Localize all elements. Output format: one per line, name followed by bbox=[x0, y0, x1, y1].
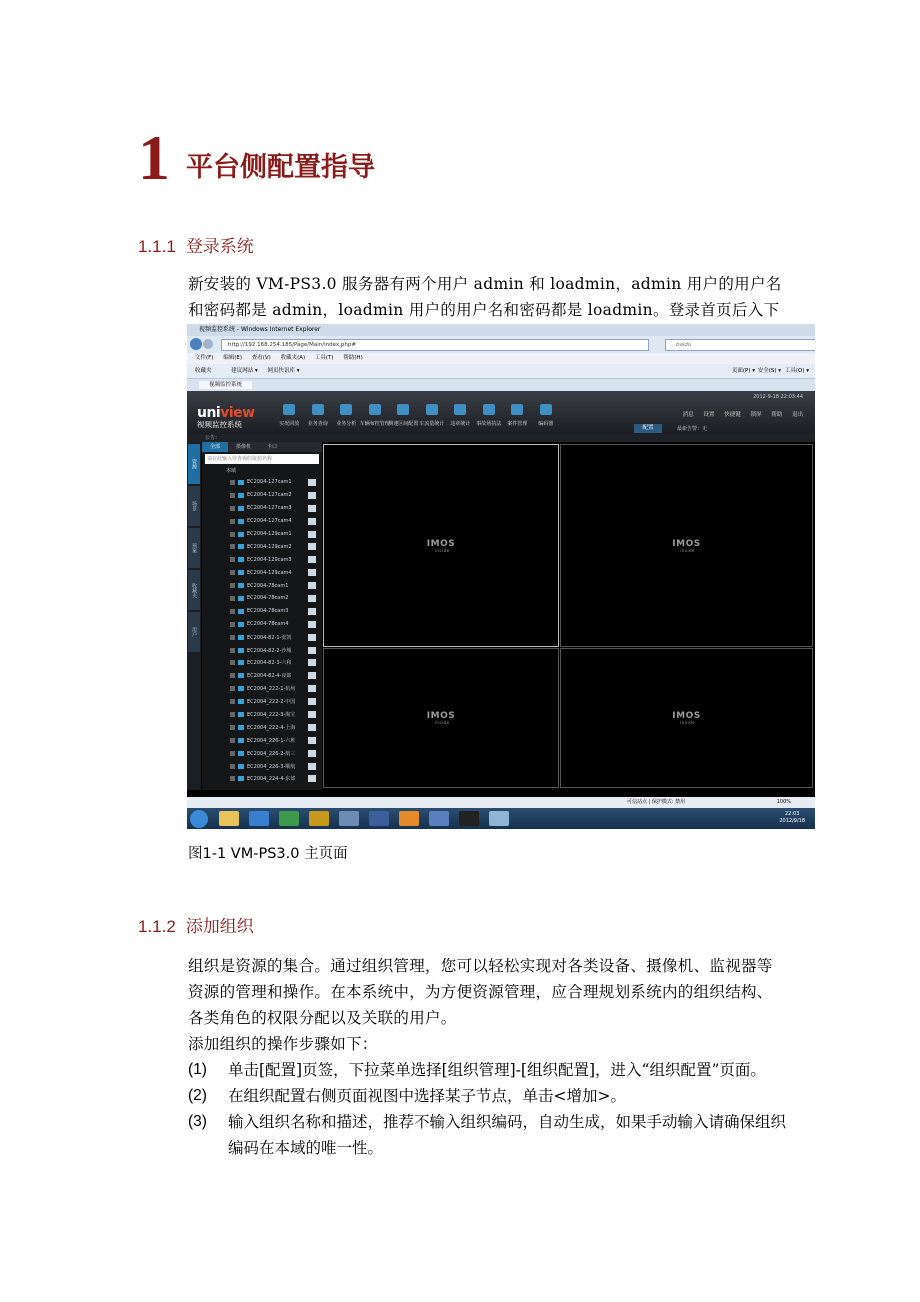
checkbox-icon[interactable] bbox=[230, 764, 235, 769]
config-tab[interactable]: 配置 bbox=[634, 424, 662, 433]
camera-label: EC2004-129cam3 bbox=[247, 556, 292, 563]
play-icon[interactable] bbox=[308, 647, 316, 654]
step-number: (3) bbox=[188, 1113, 207, 1130]
camera-icon bbox=[238, 544, 244, 549]
camera-icon bbox=[238, 712, 244, 717]
imos-logo: IMOS inside bbox=[672, 538, 701, 553]
checkbox-icon[interactable] bbox=[230, 570, 235, 575]
camera-icon bbox=[238, 532, 244, 537]
camera-label: EC2004_222-1-杭州 bbox=[247, 686, 296, 693]
video-grid bbox=[323, 444, 813, 788]
favorites-button[interactable]: 收藏夹 bbox=[195, 368, 212, 374]
play-icon[interactable] bbox=[308, 505, 316, 512]
steps-intro: 添加组织的操作步骤如下： bbox=[188, 1035, 378, 1053]
chapter-heading bbox=[138, 118, 375, 193]
camera-icon bbox=[238, 686, 244, 691]
checkbox-icon[interactable] bbox=[230, 686, 235, 691]
traffic-icon bbox=[426, 404, 438, 415]
browser-title-bar: 视频监控系统 - Windows Internet Explorer bbox=[187, 324, 815, 336]
start-button[interactable] bbox=[190, 810, 208, 828]
section-heading-login bbox=[138, 232, 254, 257]
play-icon[interactable] bbox=[308, 698, 316, 705]
camera-label: EC2004-127cam1 bbox=[247, 479, 292, 486]
camera-icon bbox=[238, 519, 244, 524]
analysis-icon bbox=[340, 404, 352, 415]
checkbox-icon[interactable] bbox=[230, 493, 235, 498]
camera-icon bbox=[238, 635, 244, 640]
camera-item[interactable] bbox=[202, 515, 322, 528]
camera-label: EC2004_226-3-顺航 bbox=[247, 763, 296, 770]
terminal-icon[interactable] bbox=[459, 811, 479, 826]
side-tabs bbox=[187, 442, 201, 790]
tools-tool[interactable]: 工具(O) ▾ bbox=[784, 368, 809, 374]
chapter-title: 平台侧配置指导 bbox=[186, 152, 375, 183]
ie-icon[interactable] bbox=[249, 811, 269, 826]
play-icon[interactable] bbox=[308, 634, 316, 641]
checkbox-icon[interactable] bbox=[230, 557, 235, 562]
imos-logo: IMOS inside bbox=[672, 711, 701, 725]
camera-label: EC2004-78cam4 bbox=[247, 621, 289, 628]
accident-icon bbox=[483, 404, 495, 415]
play-icon[interactable] bbox=[308, 608, 316, 615]
section-heading-add-org bbox=[138, 912, 254, 937]
security-zone: 可信站点 | 保护模式: 禁用 bbox=[627, 799, 686, 805]
browser-status-bar bbox=[187, 797, 815, 808]
app-icon[interactable] bbox=[309, 811, 329, 826]
checkbox-icon[interactable] bbox=[230, 712, 235, 717]
camera-item[interactable] bbox=[202, 734, 322, 747]
imos-logo: IMOS inside bbox=[426, 538, 456, 553]
menu-help[interactable]: 帮助(H) bbox=[343, 355, 363, 361]
camera-icon bbox=[238, 596, 244, 601]
camera-label: EC2004_226-1-六班 bbox=[247, 737, 296, 744]
camera-icon bbox=[238, 493, 244, 498]
play-icon[interactable] bbox=[308, 775, 316, 782]
favorites-bar bbox=[187, 364, 815, 379]
checkbox-icon[interactable] bbox=[230, 532, 235, 537]
side-tab-resource[interactable]: 资源 bbox=[188, 444, 200, 484]
video-pane[interactable] bbox=[323, 648, 559, 788]
camera-item[interactable] bbox=[202, 566, 322, 579]
live-icon bbox=[283, 404, 295, 415]
camera-icon bbox=[238, 583, 244, 588]
camera-label: EC2004-127cam4 bbox=[247, 518, 292, 525]
address-bar bbox=[187, 336, 815, 353]
camera-label: EC2004_222-3-淘宝 bbox=[247, 711, 296, 718]
notice-bar: 公告： bbox=[187, 434, 815, 442]
step-text: 在组织配置右侧页面视图中选择某子节点，单击<增加>。 bbox=[228, 1087, 626, 1105]
camera-item[interactable] bbox=[202, 721, 322, 734]
page-tool[interactable]: 页面(P) ▾ bbox=[731, 368, 755, 374]
chapter-number: 1 bbox=[138, 122, 170, 193]
play-icon[interactable] bbox=[308, 479, 316, 486]
taskbar-clock: 22:03 2012/9/18 bbox=[779, 811, 805, 824]
tree-tab-camera[interactable]: 摄像机 bbox=[236, 444, 252, 450]
camera-icon bbox=[238, 725, 244, 730]
url-field[interactable]: http://192.168.254.185/Page/Main/index.php# bbox=[221, 339, 649, 351]
step-number: (1) bbox=[188, 1061, 207, 1078]
camera-list bbox=[202, 476, 322, 785]
play-icon[interactable] bbox=[308, 582, 316, 589]
play-icon[interactable] bbox=[308, 621, 316, 628]
camera-item[interactable] bbox=[202, 708, 322, 721]
camera-icon bbox=[238, 480, 244, 485]
forward-icon[interactable] bbox=[203, 339, 213, 349]
camera-icon bbox=[238, 557, 244, 562]
checkbox-icon[interactable] bbox=[230, 622, 235, 627]
play-icon[interactable] bbox=[308, 685, 316, 692]
camera-item[interactable] bbox=[202, 772, 322, 785]
app-icon[interactable] bbox=[369, 811, 389, 826]
camera-icon bbox=[238, 570, 244, 575]
play-icon[interactable] bbox=[308, 737, 316, 744]
camera-item[interactable] bbox=[202, 476, 322, 489]
header-links bbox=[675, 410, 803, 418]
step-item bbox=[188, 1109, 788, 1161]
camera-icon bbox=[238, 648, 244, 653]
play-icon[interactable] bbox=[308, 659, 316, 666]
nav-speed[interactable]: 测速区间配置 bbox=[389, 404, 418, 427]
checkbox-icon[interactable] bbox=[230, 648, 235, 653]
case-icon bbox=[511, 404, 523, 415]
nav-accident[interactable]: 事故场执法 bbox=[475, 404, 504, 427]
play-icon[interactable] bbox=[308, 750, 316, 757]
timestamp: 2012-9-18 22:03:44 bbox=[753, 394, 803, 400]
play-icon[interactable] bbox=[308, 531, 316, 538]
app-icon[interactable] bbox=[489, 811, 509, 826]
tree-tabs bbox=[202, 442, 322, 452]
nav-live[interactable]: 实况回放 bbox=[275, 404, 304, 427]
camera-icon bbox=[238, 506, 244, 511]
checkbox-icon[interactable] bbox=[230, 673, 235, 678]
logo: uniview 视频监控系统 bbox=[197, 405, 255, 429]
video-pane[interactable] bbox=[560, 444, 813, 647]
search-input[interactable]: baidu bbox=[665, 339, 815, 351]
excel-icon[interactable] bbox=[279, 811, 299, 826]
vehicle-icon bbox=[369, 404, 381, 415]
camera-icon bbox=[238, 660, 244, 665]
camera-item[interactable] bbox=[202, 489, 322, 502]
checkbox-icon[interactable] bbox=[230, 699, 235, 704]
figure-caption: 图1-1 VM-PS3.0 主页面 bbox=[188, 846, 348, 862]
link-help[interactable]: 帮助 bbox=[771, 412, 783, 418]
checkbox-icon[interactable] bbox=[230, 480, 235, 485]
app-icon[interactable] bbox=[429, 811, 449, 826]
speed-icon bbox=[397, 404, 409, 415]
checkbox-icon[interactable] bbox=[230, 583, 235, 588]
step-number: (2) bbox=[188, 1087, 207, 1104]
intro-paragraph: 新安装的 VM-PS3.0 服务器有两个用户 admin 和 loadmin，admin 用户的用户名和密码都是 admin，loadmin 用户的用户名和密码都是 loadmin。登录首页后入下 bbox=[188, 275, 782, 319]
camera-label: EC2004-78cam3 bbox=[247, 608, 289, 615]
camera-item[interactable] bbox=[202, 760, 322, 773]
nav-violation[interactable]: 违章统计 bbox=[446, 404, 475, 427]
checkbox-icon[interactable] bbox=[230, 596, 235, 601]
link-message[interactable]: 消息 bbox=[682, 412, 694, 418]
section-title: 登录系统 bbox=[185, 237, 254, 257]
checkbox-icon[interactable] bbox=[230, 738, 235, 743]
checkbox-icon[interactable] bbox=[230, 519, 235, 524]
violation-icon bbox=[454, 404, 466, 415]
camera-item[interactable] bbox=[202, 528, 322, 541]
menu-tools[interactable]: 工具(T) bbox=[314, 355, 334, 361]
camera-item[interactable] bbox=[202, 579, 322, 592]
camera-item[interactable] bbox=[202, 644, 322, 657]
camera-item[interactable] bbox=[202, 656, 322, 669]
camera-label: EC2004-78cam2 bbox=[247, 595, 289, 602]
section-title: 添加组织 bbox=[185, 917, 254, 937]
org-paragraph: 组织是资源的集合。通过组织管理，您可以轻松实现对各类设备、摄像机、监视器等资源的管理和操作。在本系统中，为方便资源管理，应合理规划系统内的组织结构、各类角色的权限分配以及关联的用户。 bbox=[188, 957, 773, 1027]
tree-tab-gate[interactable]: 卡口 bbox=[267, 444, 278, 450]
camera-label: EC2004-82-2-沙城 bbox=[247, 647, 292, 654]
browser-menu-bar bbox=[187, 353, 815, 364]
video-pane[interactable] bbox=[323, 444, 559, 647]
camera-icon bbox=[238, 673, 244, 678]
play-icon[interactable] bbox=[308, 672, 316, 679]
nav-analysis[interactable]: 业务分析 bbox=[332, 404, 361, 427]
checkbox-icon[interactable] bbox=[230, 660, 235, 665]
camera-icon bbox=[238, 764, 244, 769]
camera-label: EC2004_222-2-中国 bbox=[247, 699, 296, 706]
back-icon[interactable] bbox=[190, 338, 202, 350]
camera-label: EC2004-78cam1 bbox=[247, 582, 289, 589]
link-settings[interactable]: 设置 bbox=[703, 412, 715, 418]
camera-item[interactable] bbox=[202, 502, 322, 515]
menu-file[interactable]: 文件(F) bbox=[195, 355, 214, 361]
browser-tab-strip bbox=[187, 379, 815, 391]
resource-tree bbox=[202, 442, 322, 790]
checkbox-icon[interactable] bbox=[230, 776, 235, 781]
play-icon[interactable] bbox=[308, 724, 316, 731]
latest-alarm: 最新告警：无 bbox=[677, 426, 708, 432]
section-number: 1.1.2 bbox=[138, 917, 176, 936]
step-text: 输入组织名称和描述，推荐不输入组织编码，自动生成，如果手动输入请确保组织编码在本域的唯一性。 bbox=[228, 1113, 787, 1157]
side-tab-plan[interactable]: 预案 bbox=[188, 528, 200, 568]
app-icon[interactable] bbox=[399, 811, 419, 826]
play-icon[interactable] bbox=[308, 763, 316, 770]
camera-item[interactable] bbox=[202, 669, 322, 682]
tree-root[interactable]: 本域 bbox=[226, 468, 237, 474]
tree-search-input[interactable]: 请在此输入待查询的资源名称 bbox=[205, 454, 319, 464]
camera-icon bbox=[238, 776, 244, 781]
camera-label: EC2004-129cam4 bbox=[247, 569, 292, 576]
step-item bbox=[188, 1083, 788, 1109]
nav-vehicle[interactable]: 车辆布控管理 bbox=[361, 404, 390, 427]
checkbox-icon[interactable] bbox=[230, 635, 235, 640]
logo-subtitle: 视频监控系统 bbox=[197, 420, 242, 429]
play-icon[interactable] bbox=[308, 492, 316, 499]
imos-logo: IMOS inside bbox=[426, 711, 456, 725]
app-header bbox=[187, 391, 815, 434]
play-icon[interactable] bbox=[308, 711, 316, 718]
play-icon[interactable] bbox=[308, 518, 316, 525]
play-icon[interactable] bbox=[308, 595, 316, 602]
camera-label: EC2004-82-3-六和 bbox=[247, 660, 292, 667]
checkbox-icon[interactable] bbox=[230, 609, 235, 614]
menu-favorites[interactable]: 收藏夹(A) bbox=[280, 355, 306, 361]
camera-label: EC2004_226-2-航三 bbox=[247, 750, 296, 757]
checkbox-icon[interactable] bbox=[230, 725, 235, 730]
encoder-icon bbox=[540, 404, 552, 415]
camera-icon bbox=[238, 751, 244, 756]
camera-label: EC2004-129cam2 bbox=[247, 543, 292, 550]
camera-label: EC2004-82-1-张凯 bbox=[247, 634, 292, 641]
fav-link[interactable]: 建议网站 ▾ bbox=[231, 368, 258, 374]
link-shortcut[interactable]: 快捷键 bbox=[724, 412, 741, 418]
browser-tab[interactable]: 视频监控系统 bbox=[199, 381, 252, 389]
step-text: 单击[配置]页签，下拉菜单选择[组织管理]-[组织配置]，进入“组织配置”页面。 bbox=[228, 1061, 766, 1079]
main-nav bbox=[275, 404, 560, 427]
play-icon[interactable] bbox=[308, 569, 316, 576]
camera-item[interactable] bbox=[202, 540, 322, 553]
section-number: 1.1.1 bbox=[138, 237, 176, 256]
nav-traffic[interactable]: 车流量统计 bbox=[418, 404, 447, 427]
link-lock[interactable]: 锁屏 bbox=[750, 412, 762, 418]
checkbox-icon[interactable] bbox=[230, 506, 235, 511]
camera-icon bbox=[238, 622, 244, 627]
fav-link[interactable]: 网页快讯库 ▾ bbox=[267, 368, 300, 374]
nav-query[interactable]: 业务查询 bbox=[304, 404, 333, 427]
camera-item[interactable] bbox=[202, 618, 322, 631]
camera-label: EC2004-127cam3 bbox=[247, 505, 292, 512]
menu-view[interactable]: 查看(V) bbox=[251, 355, 271, 361]
camera-icon bbox=[238, 699, 244, 704]
side-tab-user[interactable]: 用户 bbox=[188, 612, 200, 652]
play-icon[interactable] bbox=[308, 543, 316, 550]
step-item bbox=[188, 1057, 788, 1083]
camera-item[interactable] bbox=[202, 631, 322, 644]
camera-item[interactable] bbox=[202, 553, 322, 566]
camera-item[interactable] bbox=[202, 682, 322, 695]
zoom-level[interactable]: 100% bbox=[776, 799, 791, 805]
query-icon bbox=[312, 404, 324, 415]
camera-label: EC2004_224-4-东郊 bbox=[247, 776, 296, 783]
camera-icon bbox=[238, 609, 244, 614]
camera-label: EC2004-82-4-夜郎 bbox=[247, 673, 292, 680]
checkbox-icon[interactable] bbox=[230, 544, 235, 549]
camera-item[interactable] bbox=[202, 592, 322, 605]
video-pane[interactable] bbox=[560, 648, 813, 788]
nav-encoder[interactable]: 编码器 bbox=[532, 404, 561, 427]
camera-item[interactable] bbox=[202, 747, 322, 760]
windows-taskbar bbox=[187, 808, 815, 829]
camera-label: EC2004-127cam2 bbox=[247, 492, 292, 499]
camera-item[interactable] bbox=[202, 605, 322, 618]
checkbox-icon[interactable] bbox=[230, 751, 235, 756]
camera-item[interactable] bbox=[202, 695, 322, 708]
tree-tab-all[interactable]: 全部 bbox=[202, 442, 228, 452]
explorer-icon[interactable] bbox=[219, 811, 239, 826]
camera-label: EC2004-129cam1 bbox=[247, 531, 292, 537]
play-icon[interactable] bbox=[308, 556, 316, 563]
camera-label: EC2004_222-4-上海 bbox=[247, 724, 296, 731]
menu-edit[interactable]: 编辑(E) bbox=[223, 355, 242, 361]
camera-icon bbox=[238, 738, 244, 743]
side-tab-favorite[interactable]: 收藏夹 bbox=[188, 570, 200, 610]
link-logout[interactable]: 退出 bbox=[791, 412, 803, 418]
app-icon[interactable] bbox=[339, 811, 359, 826]
side-tab-scene[interactable]: 场景 bbox=[188, 486, 200, 526]
app-screenshot bbox=[187, 324, 815, 829]
safety-tool[interactable]: 安全(S) ▾ bbox=[757, 368, 781, 374]
nav-case[interactable]: 案件管理 bbox=[503, 404, 532, 427]
